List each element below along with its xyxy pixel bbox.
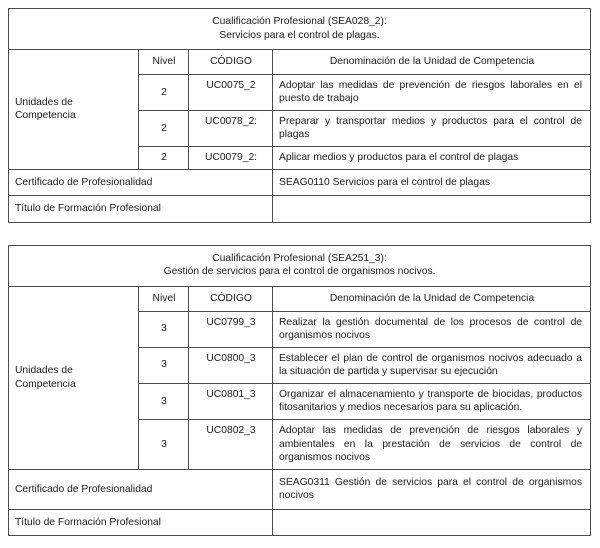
unit-nivel: 2 — [139, 110, 189, 146]
certificado-row — [9, 469, 591, 509]
column-header-denominacion: Denominación de la Unidad de Competencia — [273, 286, 591, 311]
unit-codigo: UC0800_3 — [189, 347, 273, 383]
unit-codigo: UC0799_3 — [189, 311, 273, 347]
unit-denominacion: Aplicar medios y productos para el control de plagas — [273, 147, 591, 170]
titulo-formacion-profesional-label: Título de Formación Profesional — [9, 509, 273, 536]
table-title-row — [9, 9, 591, 50]
titulo-formacion-profesional-label: Título de Formación Profesional — [9, 196, 273, 223]
unidades-competencia-label-line1: Unidades de — [15, 365, 73, 377]
certificado-profesionalidad-label: Certificado de Profesionalidad — [9, 469, 273, 509]
certificado-profesionalidad-value: SEAG0110 Servicios para el control de plagas — [273, 169, 591, 196]
table-spacer — [8, 223, 590, 245]
unit-denominacion: Realizar la gestión documental de los procesos de control de organismos nocivos — [273, 311, 591, 347]
qualification-title — [9, 245, 591, 286]
unit-nivel: 2 — [139, 74, 189, 110]
column-header-nivel: Nivel — [139, 286, 189, 311]
unit-denominacion: Preparar y transportar medios y productos para el control de plagas — [273, 110, 591, 146]
unit-nivel: 3 — [139, 311, 189, 347]
table-header-row — [9, 50, 591, 75]
table-title-row — [9, 245, 591, 286]
qualification-title-line1: Cualificación Profesional (SEA251_3): — [212, 252, 387, 264]
qualification-title-line2: Gestión de servicios para el control de organismos nocivos. — [163, 266, 436, 278]
unit-denominacion: Adoptar las medidas de prevención de riesgos laborales en el puesto de trabajo — [273, 74, 591, 110]
titulo-row — [9, 196, 591, 223]
unit-denominacion: Adoptar las medidas de prevención de riesgos laborales y ambientales en la prestación de servicios de control de organismos nocivos — [273, 419, 591, 469]
unidades-competencia-label — [9, 286, 139, 469]
unit-nivel: 2 — [139, 147, 189, 170]
unit-codigo: UC0801_3 — [189, 383, 273, 419]
column-header-codigo: CÓDIGO — [189, 286, 273, 311]
titulo-row — [9, 509, 591, 536]
unidades-competencia-label-line1: Unidades de — [15, 96, 73, 108]
column-header-codigo: CÓDIGO — [189, 50, 273, 75]
qualification-title — [9, 9, 591, 50]
unit-nivel: 3 — [139, 347, 189, 383]
qualification-title-line2: Servicios para el control de plagas. — [219, 29, 380, 41]
unit-denominacion: Establecer el plan de control de organismos nocivos adecuado a la situación de partida y supervisar su ejecución — [273, 347, 591, 383]
qualification-title-line1: Cualificación Profesional (SEA028_2): — [212, 16, 387, 27]
certificado-profesionalidad-label: Certificado de Profesionalidad — [9, 169, 273, 196]
unidades-competencia-label — [9, 50, 139, 169]
unidades-competencia-label-line2: Competencia — [15, 378, 76, 390]
unit-codigo: UC0802_3 — [189, 419, 273, 469]
unidades-competencia-label-line2: Competencia — [15, 110, 76, 122]
certificado-profesionalidad-value: SEAG0311 Gestión de servicios para el control de organismos nocivos — [273, 469, 591, 509]
table-header-row — [9, 286, 591, 311]
unit-nivel: 3 — [139, 419, 189, 469]
column-header-denominacion: Denominación de la Unidad de Competencia — [273, 50, 591, 75]
unit-codigo: UC0079_2: — [189, 147, 273, 170]
unit-nivel: 3 — [139, 383, 189, 419]
qualification-table-sea028-2 — [8, 8, 591, 223]
unit-codigo: UC0078_2: — [189, 110, 273, 146]
unit-denominacion: Organizar el almacenamiento y transporte de biocidas, productos fitosanitarios y medios necesarios para su aplicación. — [273, 383, 591, 419]
titulo-formacion-profesional-value — [273, 196, 591, 223]
titulo-formacion-profesional-value — [273, 509, 591, 536]
qualification-table-sea251-3 — [8, 245, 591, 537]
column-header-nivel: Nivel — [139, 50, 189, 75]
certificado-row — [9, 169, 591, 196]
unit-codigo: UC0075_2 — [189, 74, 273, 110]
